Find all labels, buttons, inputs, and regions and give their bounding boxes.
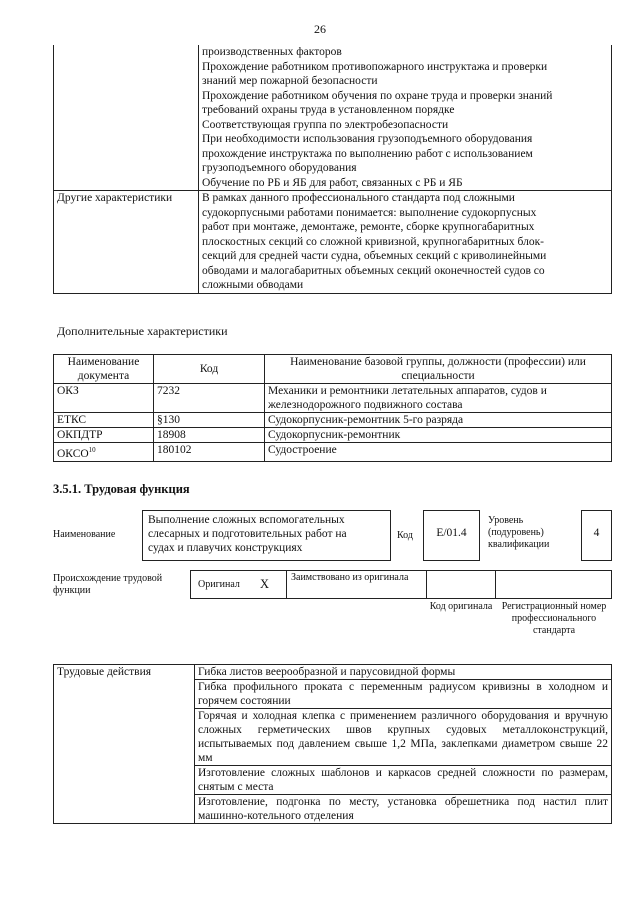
doc-cell: ОКПДТР (54, 428, 154, 443)
code-cell: 7232 (154, 384, 265, 413)
registration-number-cell (495, 570, 612, 599)
group-name-cell: Судокорпусник-ремонтник 5-го разряда (265, 413, 612, 428)
original-mark: X (260, 577, 270, 591)
additional-characteristics-table (53, 354, 612, 462)
requirements-line: производственных факторов (202, 46, 342, 58)
table-row (54, 428, 612, 443)
requirements-line: Соответствующая группа по электробезопасности (202, 118, 449, 131)
function-name-line: Выполнение сложных вспомогательных (148, 514, 345, 526)
code-cell: 180102 (154, 443, 265, 462)
original-code-cell (426, 570, 496, 599)
other-line: обводами и малогабаритных объемных секций оконечностей судов со (202, 264, 545, 277)
function-name-line: слесарных и подготовительных работ на (148, 528, 347, 540)
other-line: секций для средней части судна, объемных секций с криволинейными (202, 250, 547, 262)
original-label: Оригинал (198, 579, 240, 590)
header-document: Наименование документа (54, 355, 154, 384)
requirements-line: Прохождение работником противопожарного инструктажа и проверки (202, 60, 548, 73)
other-characteristics-label: Другие характеристики (54, 191, 199, 294)
doc-cell (54, 443, 154, 462)
header-code: Код (154, 355, 265, 384)
table-header-row (54, 355, 612, 384)
group-name-cell: Судокорпусник-ремонтник (265, 428, 612, 443)
function-name-box (142, 510, 391, 561)
requirements-line: Обучение по РБ и ЯБ для работ, связанных с РБ и ЯБ (202, 176, 463, 189)
empty-label-cell (54, 45, 199, 191)
labor-action-item: Изготовление, подгонка по месту, установка обрешетника под настил плит машинно-котельного отделения (195, 795, 612, 824)
requirements-line: грузоподъемного оборудования (202, 162, 357, 174)
table-row (54, 413, 612, 428)
code-label: Код (397, 530, 413, 541)
table-row (54, 665, 612, 680)
original-code-label: Код оригинала (429, 601, 493, 612)
other-line: сложными обводами (202, 279, 304, 291)
function-name-label: Наименование (53, 529, 116, 540)
labor-action-item: Гибка профильного проката с переменным радиусом кривизны в холодном и горячем состоянии (195, 680, 612, 709)
table-row (54, 191, 612, 294)
other-line: плоскостных секций со сложной кривизной, крупногабаритных блок- (202, 235, 545, 248)
registration-number-label: Регистрационный номер профессионального стандарта (501, 601, 607, 636)
qualification-level-box: 4 (581, 510, 612, 561)
group-name-cell: Механики и ремонтники летательных аппаратов, судов и железнодорожного подвижного состава (265, 384, 612, 413)
code-cell: §130 (154, 413, 265, 428)
code-cell: 18908 (154, 428, 265, 443)
requirements-line: При необходимости использования грузоподъемного оборудования (202, 133, 533, 145)
origin-label: Происхождение трудовой функции (53, 573, 163, 596)
requirements-line: прохождение инструктажа по выполнению работ с использованием (202, 147, 533, 160)
origin-row (190, 570, 612, 599)
other-line: работ при монтаже, демонтаже, ремонте, сборке крупногабаритных (202, 221, 535, 233)
labor-actions-table (53, 664, 612, 824)
page-number: 26 (314, 22, 326, 36)
requirements-table (53, 45, 612, 294)
requirements-line: Прохождение работником обучения по охране труда и проверки знаний (202, 89, 553, 102)
doc-name: ОКСО (57, 447, 89, 460)
table-row (54, 384, 612, 413)
header-group-name: Наименование базовой группы, должности (профессии) или специальности (265, 355, 612, 384)
doc-cell: ОКЗ (54, 384, 154, 413)
section-heading: 3.5.1. Трудовая функция (53, 482, 190, 496)
table-row (54, 45, 612, 191)
requirements-line: требований охраны труда в установленном порядке (202, 104, 455, 116)
labor-action-item: Изготовление сложных шаблонов и каркасов средней сложности по размерам, снятым с места (195, 766, 612, 795)
table-row (54, 443, 612, 462)
additional-characteristics-title: Дополнительные характеристики (57, 324, 228, 338)
labor-actions-label: Трудовые действия (54, 665, 195, 824)
group-name-cell: Судостроение (265, 443, 612, 462)
original-cell (190, 570, 287, 599)
labor-action-item: Гибка листов веерообразной и парусовидной формы (195, 665, 612, 680)
function-name-line: судах и плавучих конструкциях (148, 542, 303, 554)
footnote-marker: 10 (88, 446, 96, 454)
labor-action-item: Горячая и холодная клепка с применением различного оборудования и вручную сложных герметических швов крупных судовых металлоконструкций, испытываемых под давлением свыше 1,2 МПа, заклепками диаметром свыше 22 мм (195, 709, 612, 766)
requirements-line: знаний мер пожарной безопасности (202, 75, 378, 87)
qualification-level-label: Уровень (подуровень) квалификации (488, 515, 550, 550)
other-characteristics-cell (199, 191, 612, 294)
other-line: судокорпусными работами понимается: выполнение судокорпусных (202, 206, 537, 219)
borrowed-cell: Заимствовано из оригинала (286, 570, 427, 599)
function-code-box: E/01.4 (423, 510, 480, 561)
doc-cell: ЕТКС (54, 413, 154, 428)
other-line: В рамках данного профессионального стандарта под сложными (202, 192, 515, 204)
requirements-cell (199, 45, 612, 191)
